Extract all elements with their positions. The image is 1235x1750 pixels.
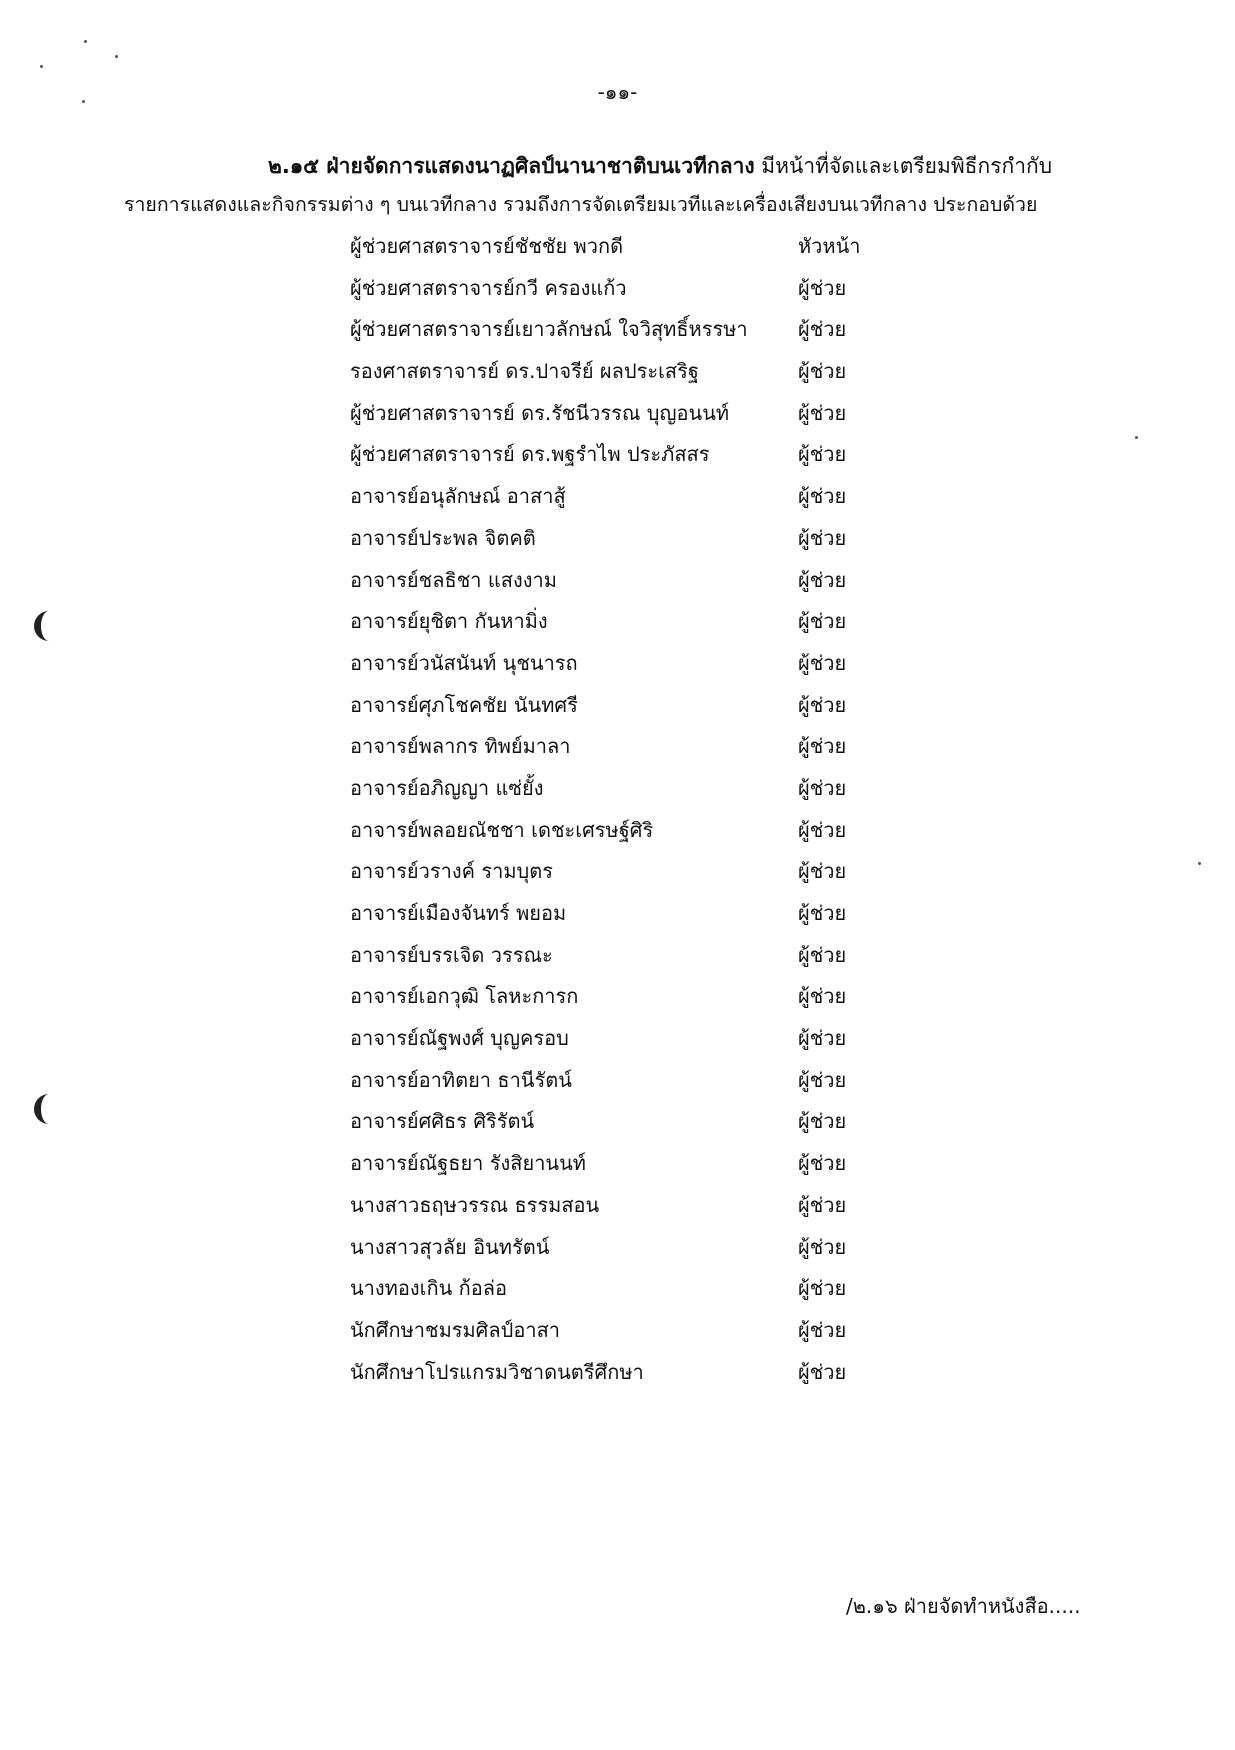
member-row: [350, 896, 910, 938]
member-name: อาจารย์บรรเจิด วรรณะ: [350, 942, 553, 967]
scan-speck: [40, 65, 43, 68]
continuation-note: /๒.๑๖ ฝ่ายจัดทำหนังสือ.....: [846, 1594, 1081, 1618]
member-role: ผู้ช่วย: [798, 317, 847, 342]
member-name: อาจารย์วนัสนันท์ นุชนารถ: [350, 650, 578, 675]
member-role: ผู้ช่วย: [798, 400, 847, 425]
member-row: [350, 521, 910, 563]
member-row: [350, 437, 910, 479]
member-role: ผู้ช่วย: [798, 359, 847, 384]
member-name: อาจารย์ศุภโชคชัย นันทศรี: [350, 692, 578, 717]
member-name: ผู้ช่วยศาสตราจารย์ ดร.รัชนีวรรณ บุญอนนท์: [350, 400, 730, 425]
member-name: ผู้ช่วยศาสตราจารย์ ดร.พฐรำไพ ประภัสสร: [350, 442, 710, 467]
member-role: ผู้ช่วย: [798, 1151, 847, 1176]
member-row: [350, 938, 910, 980]
member-role: ผู้ช่วย: [798, 609, 847, 634]
member-row: [350, 771, 910, 813]
member-name: นางสาวธฤษวรรณ ธรรมสอน: [350, 1192, 600, 1217]
member-row: [350, 1188, 910, 1230]
member-name: อาจารย์พลอยณัชชา เดชะเศรษฐ์ศิริ: [350, 817, 654, 842]
member-row: [350, 1104, 910, 1146]
member-name: รองศาสตราจารย์ ดร.ปาจรีย์ ผลประเสริฐ: [350, 359, 699, 384]
member-row: [350, 271, 910, 313]
member-row: [350, 396, 910, 438]
member-role: ผู้ช่วย: [798, 775, 847, 800]
member-role: ผู้ช่วย: [798, 942, 847, 967]
member-row: [350, 563, 910, 605]
member-role: ผู้ช่วย: [798, 1026, 847, 1051]
member-name: ผู้ช่วยศาสตราจารย์กวี ครองแก้ว: [350, 275, 627, 300]
member-role: ผู้ช่วย: [798, 1359, 847, 1384]
member-role: หัวหน้า: [798, 234, 861, 258]
member-row: [350, 1230, 910, 1272]
member-role: ผู้ช่วย: [798, 1317, 847, 1342]
member-name: อาจารย์วรางค์ รามบุตร: [350, 859, 553, 884]
page-number: -๑๑-: [597, 80, 638, 104]
scan-speck: [84, 40, 87, 43]
member-name: อาจารย์ยุชิตา กันหามิ่ง: [350, 609, 548, 634]
member-row: [350, 604, 910, 646]
member-name: อาจารย์ประพล จิตคติ: [350, 525, 536, 550]
member-row: [350, 729, 910, 771]
member-name: อาจารย์อนุลักษณ์ อาสาสู้: [350, 484, 566, 509]
member-name: ผู้ช่วยศาสตราจารย์เยาวลักษณ์ ใจวิสุทธิ์หรรษา: [350, 317, 748, 342]
member-row: [350, 1271, 910, 1313]
member-role: ผู้ช่วย: [798, 275, 847, 300]
member-role: ผู้ช่วย: [798, 692, 847, 717]
member-name: อาจารย์อภิญญา แซ่ยั้ง: [350, 775, 544, 800]
member-role: ผู้ช่วย: [798, 817, 847, 842]
member-role: ผู้ช่วย: [798, 1276, 847, 1301]
member-row: [350, 646, 910, 688]
member-role: ผู้ช่วย: [798, 1192, 847, 1217]
member-row: [350, 1355, 910, 1397]
section-title: ๒.๑๕ ฝ่ายจัดการแสดงนาฏศิลป์นานาชาติบนเวทีกลาง: [268, 154, 755, 178]
member-name: นักศึกษาชมรมศิลป์อาสา: [350, 1317, 561, 1342]
member-role: ผู้ช่วย: [798, 484, 847, 509]
member-name: อาจารย์เมืองจันทร์ พยอม: [350, 901, 567, 925]
member-role: ผู้ช่วย: [798, 734, 847, 759]
member-row: [350, 1021, 910, 1063]
member-name: อาจารย์ณัฐพงศ์ บุญครอบ: [350, 1026, 569, 1051]
scan-speck: [1198, 862, 1201, 865]
member-name: นางสาวสุวลัย อินทรัตน์: [350, 1234, 550, 1259]
member-role: ผู้ช่วย: [798, 901, 847, 925]
member-role: ผู้ช่วย: [798, 650, 847, 675]
member-role: ผู้ช่วย: [798, 525, 847, 550]
scan-speck: [82, 100, 85, 103]
member-name: อาจารย์ณัฐธยา รังสิยานนท์: [350, 1151, 586, 1176]
member-row: [350, 854, 910, 896]
punch-hole-bottom: [34, 1094, 64, 1124]
member-row: [350, 1063, 910, 1105]
section-description-start: มีหน้าที่จัดและเตรียมพิธีกรกำกับ: [754, 154, 1053, 178]
member-row: [350, 312, 910, 354]
member-row: [350, 479, 910, 521]
section-heading-line2: รายการแสดงและกิจกรรมต่าง ๆ บนเวทีกลาง รวมถึงการจัดเตรียมเวทีและเครื่องเสียงบนเวทีกลาง ประกอบด้วย: [124, 193, 1038, 216]
member-role: ผู้ช่วย: [798, 859, 847, 884]
member-row: [350, 1313, 910, 1355]
member-row: [350, 354, 910, 396]
member-role: ผู้ช่วย: [798, 442, 847, 467]
member-row: [350, 813, 910, 855]
member-name: นางทองเกิน ก้อล่อ: [350, 1276, 507, 1301]
member-list: [350, 229, 910, 1396]
member-name: อาจารย์พลากร ทิพย์มาลา: [350, 734, 571, 759]
scan-speck: [115, 55, 118, 58]
member-role: ผู้ช่วย: [798, 567, 847, 592]
member-role: ผู้ช่วย: [798, 1109, 847, 1134]
member-name: อาจารย์เอกวุฒิ โลหะการก: [350, 984, 579, 1009]
member-role: ผู้ช่วย: [798, 1067, 847, 1092]
member-name: นักศึกษาโปรแกรมวิชาดนตรีศึกษา: [350, 1359, 644, 1384]
member-role: ผู้ช่วย: [798, 984, 847, 1009]
scan-speck: [1135, 436, 1138, 439]
member-row: [350, 688, 910, 730]
member-row: [350, 229, 910, 271]
member-name: อาจารย์อาทิตยา ธานีรัตน์: [350, 1067, 572, 1092]
member-role: ผู้ช่วย: [798, 1234, 847, 1259]
member-row: [350, 1146, 910, 1188]
member-name: อาจารย์ชลธิชา แสงงาม: [350, 567, 557, 592]
member-name: อาจารย์ศศิธร ศิริรัตน์: [350, 1109, 535, 1134]
member-row: [350, 979, 910, 1021]
member-name: ผู้ช่วยศาสตราจารย์ชัชชัย พวกดี: [350, 234, 624, 258]
punch-hole-top: [34, 611, 64, 641]
section-heading-line1: [268, 150, 1052, 183]
